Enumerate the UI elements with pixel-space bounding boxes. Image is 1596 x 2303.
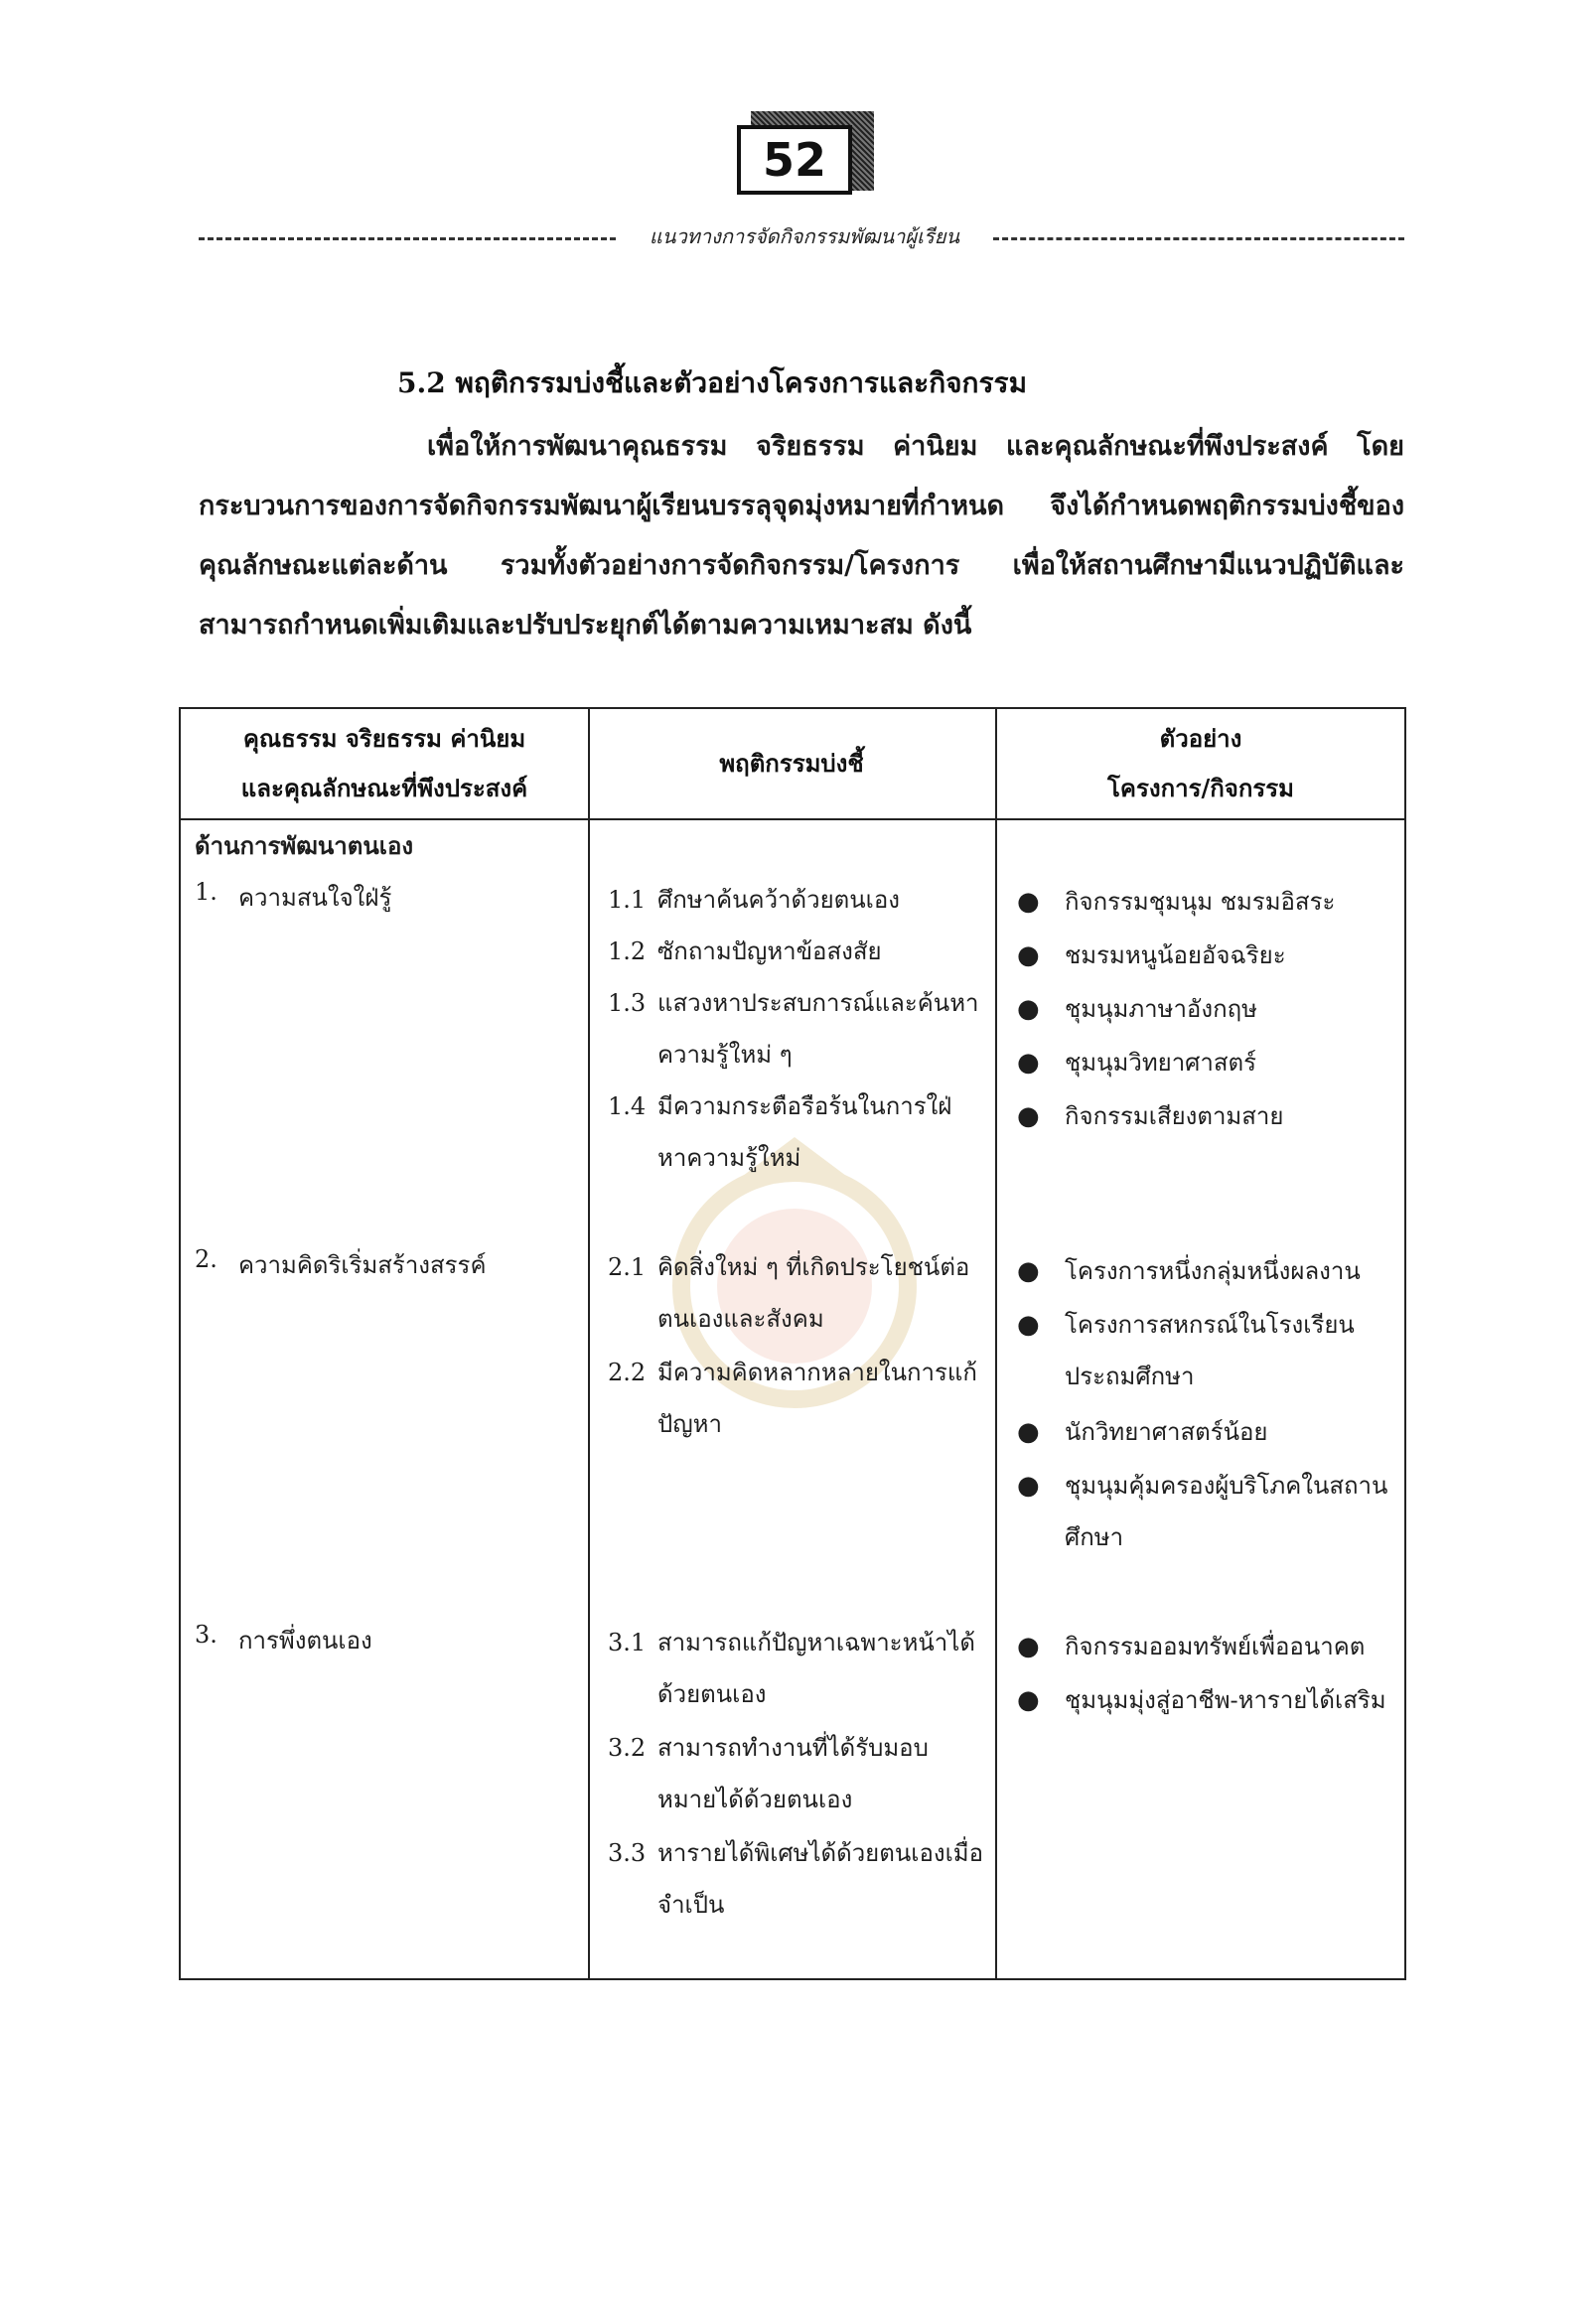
example-item: ● ชุมนุมภาษาอังกฤษ (1017, 983, 1394, 1035)
example-item: ● กิจกรรมออมทรัพย์เพื่ออนาคต (1017, 1621, 1394, 1672)
example-item: ● ชุมนุมคุ้มครองผู้บริโภคในสถานศึกษา (1017, 1460, 1394, 1563)
intro-paragraph: เพื่อให้การพัฒนาคุณธรรม จริยธรรม ค่านิยม และคุณลักษณะที่พึงประสงค์ โดยกระบวนการของการจัดกิจกรรมพัฒนาผู้เรียนบรรลุจุดมุ่งหมายที่กำหนด จึงได้กำหนดพฤติกรรมบ่งชี้ของคุณลักษณะแต่ละด้าน รวมทั้งตัวอย่างการจัดกิจกรรม/โครงการ เพื่อให้สถานศึกษามีแนวปฏิบัติและสามารถกำหนดเพิ่มเติมและปรับประยุกต์ได้ตามความเหมาะสม ดังนี้ (199, 431, 1404, 641)
bullet-icon: ● (1017, 1417, 1040, 1447)
example-item: ● ชมรมหนูน้อยอัจฉริยะ (1017, 930, 1394, 981)
behavior-item: 2.2 มีความคิดหลากหลายในการแก้ปัญหา (608, 1359, 977, 1438)
section-heading: 5.2 พฤติกรรมบ่งชี้และตัวอย่างโครงการและกิจกรรม (397, 366, 1028, 399)
page-number-badge (737, 111, 874, 203)
behavior-item: 3.1 สามารถแก้ปัญหาเฉพาะหน้าได้ด้วยตนเอง (608, 1629, 975, 1708)
example-item: ● กิจกรรมชุมนุม ชมรมอิสระ (1017, 876, 1394, 928)
example-item: ● ชุมนุมมุ่งสู่อาชีพ-หารายได้เสริม (1017, 1674, 1394, 1726)
example-item: ● ชุมนุมวิทยาศาสตร์ (1017, 1037, 1394, 1088)
value-item: 3. การพึ่งตนเอง (195, 1621, 372, 1655)
behavior-item: 2.1 คิดสิ่งใหม่ ๆ ที่เกิดประโยชน์ต่อตนเองและสังคม (608, 1253, 970, 1333)
group-title: ด้านการพัฒนาตนเอง (195, 831, 414, 860)
header-rule-left (199, 237, 616, 240)
bullet-icon: ● (1017, 1310, 1040, 1340)
behavior-item: 1.4 มีความกระตือรือร้นในการใฝ่หาความรู้ใหม่ (608, 1092, 952, 1172)
page-number: 52 (737, 125, 852, 195)
header-behaviors: พฤติกรรมบ่งชี้ (719, 749, 864, 778)
header-examples: ตัวอย่าง โครงการ/กิจกรรม (1107, 724, 1294, 802)
bullet-icon: ● (1017, 1632, 1040, 1661)
running-header-title: แนวทางการจัดกิจกรรมพัฒนาผู้เรียน (649, 224, 960, 248)
header-values: คุณธรรม จริยธรรม ค่านิยม และคุณลักษณะที่พึงประสงค์ (240, 724, 528, 802)
bullet-icon: ● (1017, 994, 1040, 1024)
behavior-item: 1.2 ซักถามปัญหาข้อสงสัย (608, 937, 882, 965)
behavior-item: 3.2 สามารถทำงานที่ได้รับมอบหมายได้ด้วยตนเอง (608, 1734, 929, 1813)
bullet-icon: ● (1017, 1685, 1040, 1715)
bullet-icon: ● (1017, 940, 1040, 970)
values-table (179, 707, 1406, 1980)
bullet-icon: ● (1017, 1471, 1040, 1501)
bullet-icon: ● (1017, 887, 1040, 917)
behavior-item: 1.3 แสวงหาประสบการณ์และค้นหาความรู้ใหม่ ๆ (608, 989, 979, 1069)
behavior-item: 3.3 หารายได้พิเศษได้ด้วยตนเองเมื่อจำเป็น (608, 1839, 984, 1919)
value-item: 1. ความสนใจใฝ่รู้ (195, 878, 392, 912)
example-item: ● กิจกรรมเสียงตามสาย (1017, 1090, 1394, 1142)
behavior-item: 1.1 ศึกษาค้นคว้าด้วยตนเอง (608, 886, 900, 914)
example-item: ● โครงการหนึ่งกลุ่มหนึ่งผลงาน (1017, 1245, 1394, 1297)
bullet-icon: ● (1017, 1101, 1040, 1131)
example-item: ● โครงการสหกรณ์ในโรงเรียนประถมศึกษา (1017, 1299, 1394, 1402)
value-item: 2. ความคิดริเริ่มสร้างสรรค์ (195, 1245, 487, 1279)
bullet-icon: ● (1017, 1256, 1040, 1286)
running-header (199, 220, 1404, 254)
bullet-icon: ● (1017, 1048, 1040, 1078)
example-item: ● นักวิทยาศาสตร์น้อย (1017, 1406, 1394, 1458)
header-rule-right (993, 237, 1404, 240)
